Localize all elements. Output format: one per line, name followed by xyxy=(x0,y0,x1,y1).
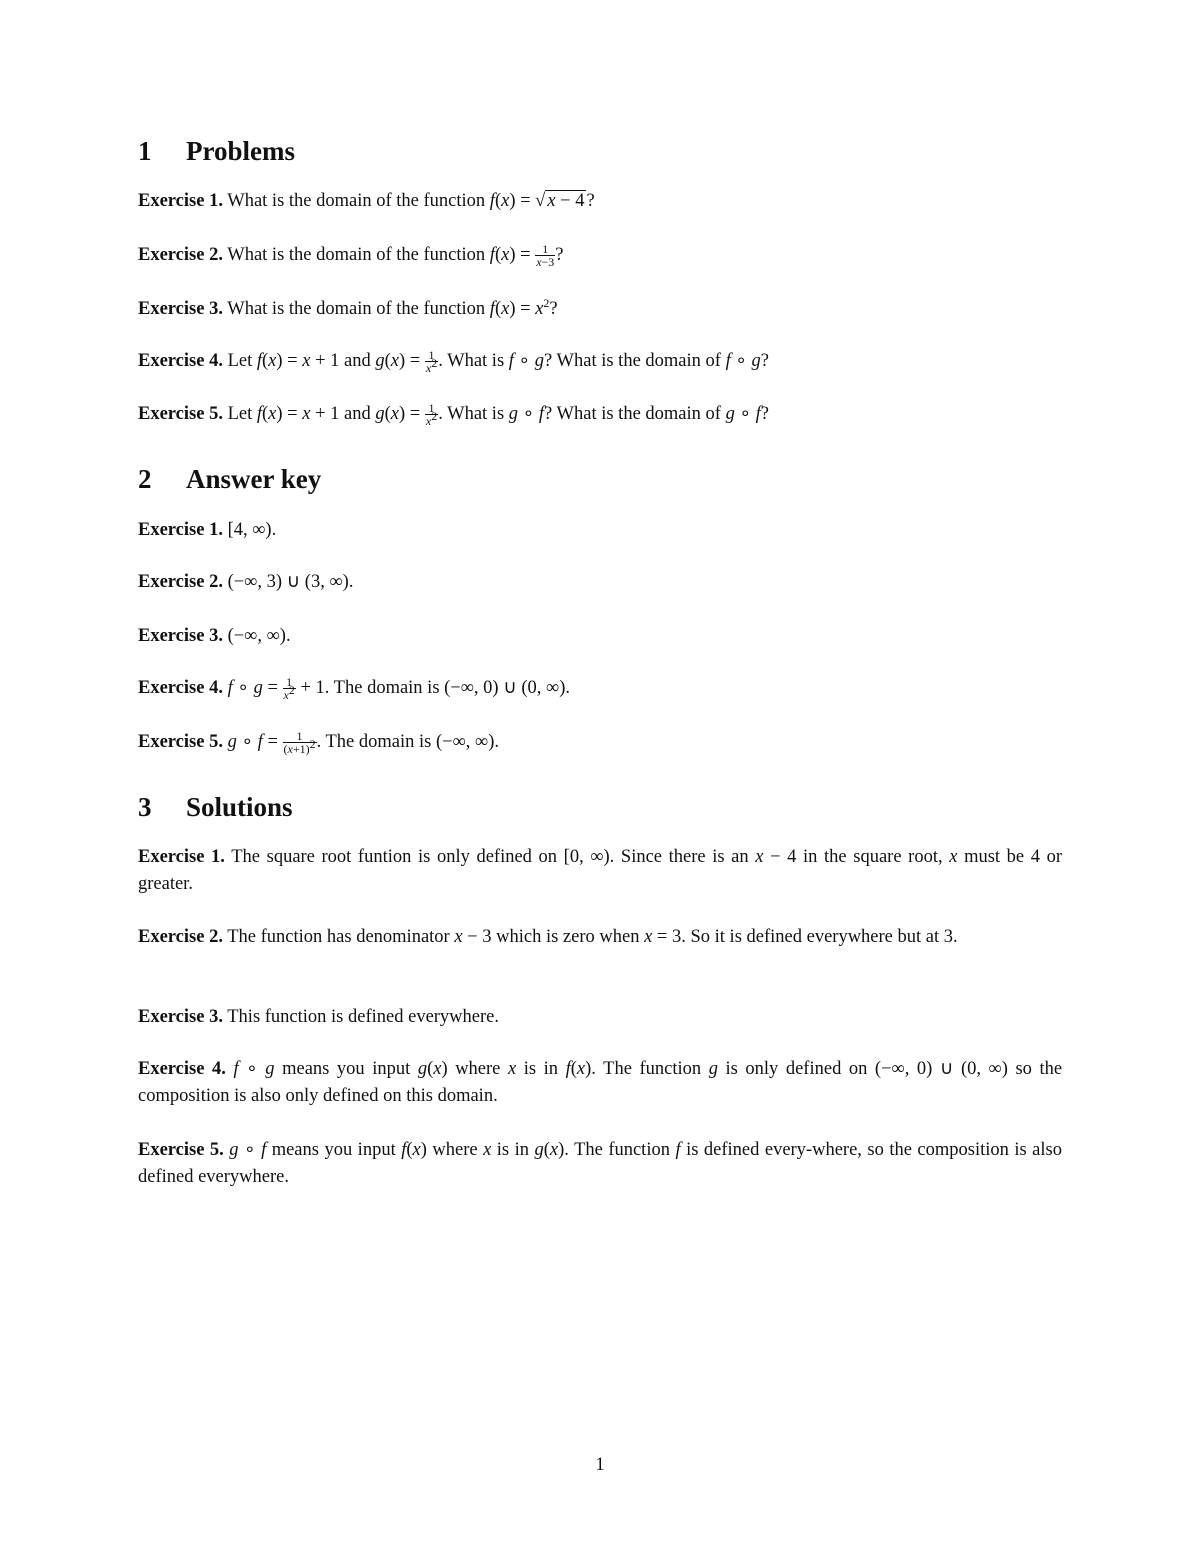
solution-text: where xyxy=(432,1140,478,1160)
problem-3 xyxy=(138,296,1062,323)
exercise-label: Exercise 1. xyxy=(138,191,223,211)
solution-text: The square root funtion is only defined on [0, ∞). Since there is an xyxy=(231,847,749,867)
solution-text: in the square root, xyxy=(803,847,943,867)
math-variable: x xyxy=(507,1059,517,1079)
math-expression: g(x) = $\frac{1}{x^2}$ . xyxy=(375,348,443,376)
problem-text: What is the domain of the function xyxy=(227,245,486,265)
problem-2 xyxy=(138,242,1062,269)
problem-text: What is the domain of the function xyxy=(227,299,486,319)
problem-text: What is the domain of the function xyxy=(227,191,486,211)
solution-text: means you input xyxy=(282,1059,411,1079)
math-expression: f ∘ g xyxy=(233,1059,275,1079)
math-expression: f(x) = x + 1 xyxy=(256,351,340,371)
math-expression: f(x) = x + 1 xyxy=(256,404,340,424)
problem-text: What is the domain of xyxy=(556,404,721,424)
problem-text: Let xyxy=(227,404,253,424)
answer-4 xyxy=(138,675,1062,702)
math-expression: f(x) xyxy=(565,1059,592,1079)
math-expression: f ∘ g? xyxy=(508,351,553,371)
section-heading-solutions xyxy=(138,792,293,823)
answer-3 xyxy=(138,623,1062,650)
solution-text: . The function xyxy=(591,1059,702,1079)
math-expression: g ∘ f xyxy=(229,1140,267,1160)
math-expression: g(x) xyxy=(417,1059,448,1079)
problem-text: and xyxy=(344,351,371,371)
answer-text: [4, ∞). xyxy=(227,520,277,540)
section-title: Solutions xyxy=(186,792,293,822)
answer-text: . The domain is (−∞, 0) ∪ (0, ∞). xyxy=(324,678,571,698)
math-expression: f ∘ g = $\frac{1}{x^2}$ + 1 xyxy=(227,675,325,703)
exercise-label: Exercise 4. xyxy=(138,351,223,371)
solution-text: . The function xyxy=(564,1140,670,1160)
exercise-label: Exercise 4. xyxy=(138,1059,226,1079)
math-expression: f ∘ g? xyxy=(725,351,770,371)
solution-text: means you input xyxy=(271,1140,396,1160)
math-variable: x xyxy=(483,1140,492,1160)
problem-text: Let xyxy=(227,351,253,371)
problem-text: and xyxy=(344,404,371,424)
solution-text: . So it is defined everywhere but at 3. xyxy=(681,927,958,947)
exercise-label: Exercise 2. xyxy=(138,927,223,947)
math-expression: g(x) = $\frac{1}{x^2}$ . xyxy=(375,401,443,429)
exercise-label: Exercise 1. xyxy=(138,520,223,540)
section-heading-answers xyxy=(138,464,321,495)
section-number: 2 xyxy=(138,464,152,494)
math-expression: g ∘ f? xyxy=(508,404,553,424)
math-variable: f xyxy=(675,1140,681,1160)
page-number: 1 xyxy=(595,1455,605,1475)
problem-5 xyxy=(138,401,1062,428)
exercise-label: Exercise 5. xyxy=(138,404,223,424)
exercise-label: Exercise 4. xyxy=(138,678,223,698)
math-expression: g(x) xyxy=(534,1140,565,1160)
solution-5 xyxy=(138,1137,1062,1191)
exercise-label: Exercise 5. xyxy=(138,732,223,752)
exercise-label: Exercise 5. xyxy=(138,1140,224,1160)
exercise-label: Exercise 3. xyxy=(138,626,223,646)
section-number: 1 xyxy=(138,136,152,166)
math-variable: g xyxy=(708,1059,718,1079)
math-expression: f(x) xyxy=(401,1140,427,1160)
solution-text: The function has denominator xyxy=(227,927,450,947)
answer-1 xyxy=(138,517,1062,544)
solution-text: must be 4 or greater. xyxy=(138,847,1063,894)
solution-1 xyxy=(138,844,1062,898)
exercise-label: Exercise 3. xyxy=(138,299,223,319)
solution-4 xyxy=(138,1056,1062,1110)
math-variable: x xyxy=(949,847,958,867)
solution-text: which is zero when xyxy=(496,927,640,947)
answer-text: (−∞, ∞). xyxy=(227,626,291,646)
exercise-label: Exercise 3. xyxy=(138,1007,223,1027)
math-expression: f(x) = $\frac{1}{x-3}$ ? xyxy=(489,242,564,270)
math-expression: $f(x) = x^2$? xyxy=(489,295,558,319)
solution-3 xyxy=(138,1004,1062,1031)
problem-4 xyxy=(138,348,1062,375)
answer-text: . The domain is (−∞, ∞). xyxy=(316,732,499,752)
answer-2 xyxy=(138,569,1062,596)
solution-text: where xyxy=(455,1059,501,1079)
section-title: Answer key xyxy=(186,464,322,494)
math-expression: g ∘ f? xyxy=(725,404,770,424)
math-expression: f(x) = √ x − 4 ? xyxy=(489,191,595,211)
problem-text: What is xyxy=(447,351,505,371)
solution-text: is in xyxy=(523,1059,559,1079)
answer-text: (−∞, 3) ∪ (3, ∞). xyxy=(227,572,354,592)
document-page xyxy=(138,0,1062,1553)
solution-text: This function is defined everywhere. xyxy=(227,1007,500,1027)
math-expression: g ∘ f = $\frac{1}{(x+1)^2}$ xyxy=(227,729,316,757)
math-expression: x − 3 xyxy=(454,927,492,947)
math-expression: x − 4 xyxy=(755,847,797,867)
section-heading-problems xyxy=(138,136,295,167)
section-title: Problems xyxy=(186,136,295,166)
exercise-label: Exercise 2. xyxy=(138,245,223,265)
solution-text: is in xyxy=(496,1140,529,1160)
exercise-label: Exercise 1. xyxy=(138,847,225,867)
math-expression: x = 3 xyxy=(644,927,682,947)
answer-5 xyxy=(138,729,1062,756)
section-number: 3 xyxy=(138,792,152,822)
problem-text: What is the domain of xyxy=(556,351,721,371)
exercise-label: Exercise 2. xyxy=(138,572,223,592)
solution-text: is defined every-where, so the composition is also defined everywhere. xyxy=(138,1140,1062,1187)
problem-text: What is xyxy=(447,404,505,424)
solution-2 xyxy=(138,924,1062,951)
problem-1 xyxy=(138,188,1062,215)
solution-text: is only defined on (−∞, 0) ∪ (0, ∞) so the composition is also only defined on this domain. xyxy=(138,1059,1063,1106)
